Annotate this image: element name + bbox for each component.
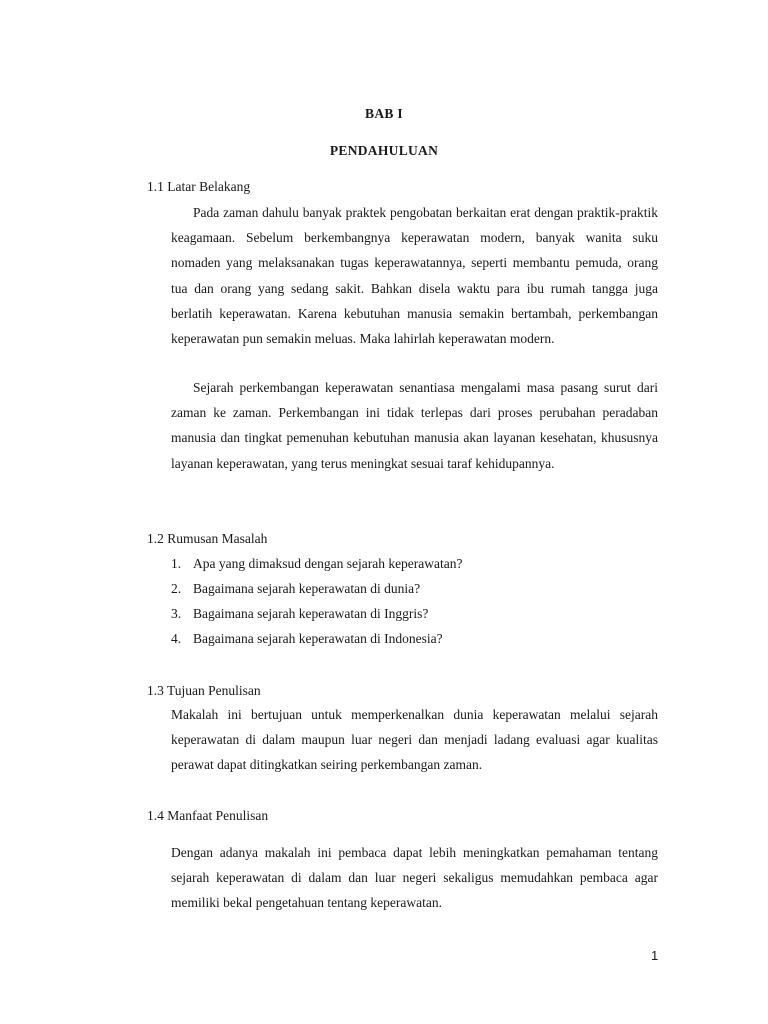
- list-item-number: 2.: [171, 581, 182, 596]
- paragraph-latar-belakang-1: Pada zaman dahulu banyak praktek pengobatan berkaitan erat dengan praktik-praktik keagamaan. Sebelum berkembangnya keperawatan modern, banyak wanita suku nomaden yang melaksanakan tugas keperawatannya, seperti membantu pemuda, orang tua dan orang yang sedang sakit. Bahkan disela waktu para ibu rumah tangga juga berlatih keperawatan. Karena kebutuhan manusia semakin bertambah, perkembangan keperawatan pun semakin meluas. Maka lahirlah keperawatan modern.: [171, 205, 658, 347]
- problem-list: [171, 555, 463, 655]
- chapter-label: BAB I: [365, 106, 403, 121]
- paragraph-manfaat-penulisan: Dengan adanya makalah ini pembaca dapat lebih meningkatkan pemahaman tentang sejarah keperawatan di dalam dan luar negeri sekaligus memudahkan pembaca agar memiliki bekal pengetahuan tentang keperawatan.: [171, 845, 658, 911]
- list-item-text: Bagaimana sejarah keperawatan di Indonesia?: [193, 631, 443, 646]
- list-item-text: Apa yang dimaksud dengan sejarah keperawatan?: [193, 556, 463, 571]
- list-item-text: Bagaimana sejarah keperawatan di dunia?: [193, 581, 421, 596]
- list-item: [171, 605, 463, 630]
- list-item-number: 3.: [171, 606, 182, 621]
- section-heading-tujuan-penulisan: 1.3 Tujuan Penulisan: [147, 683, 261, 698]
- page-number: 1: [651, 948, 659, 963]
- list-item: [171, 555, 463, 580]
- chapter-title: PENDAHULUAN: [329, 143, 439, 158]
- list-item-number: 4.: [171, 631, 182, 646]
- paragraph-latar-belakang-2: Sejarah perkembangan keperawatan senantiasa mengalami masa pasang surut dari zaman ke zaman. Perkembangan ini tidak terlepas dari proses perubahan peradaban manusia dan tingkat pemenuhan kebutuhan manusia akan layanan kesehatan, khususnya layanan keperawatan, yang terus meningkat sesuai taraf kehidupannya.: [171, 380, 658, 471]
- section-heading-manfaat-penulisan: 1.4 Manfaat Penulisan: [147, 808, 269, 823]
- paragraph-tujuan-penulisan: Makalah ini bertujuan untuk memperkenalkan dunia keperawatan melalui sejarah keperawatan di dalam maupun luar negeri dan menjadi ladang evaluasi agar kualitas perawat dapat ditingkatkan seiring perkembangan zaman.: [171, 707, 658, 773]
- list-item: [171, 630, 463, 655]
- section-heading-rumusan-masalah: 1.2 Rumusan Masalah: [147, 531, 268, 546]
- section-heading-latar-belakang: 1.1 Latar Belakang: [147, 179, 251, 194]
- list-item: [171, 580, 463, 605]
- list-item-number: 1.: [171, 556, 182, 571]
- list-item-text: Bagaimana sejarah keperawatan di Inggris?: [193, 606, 429, 621]
